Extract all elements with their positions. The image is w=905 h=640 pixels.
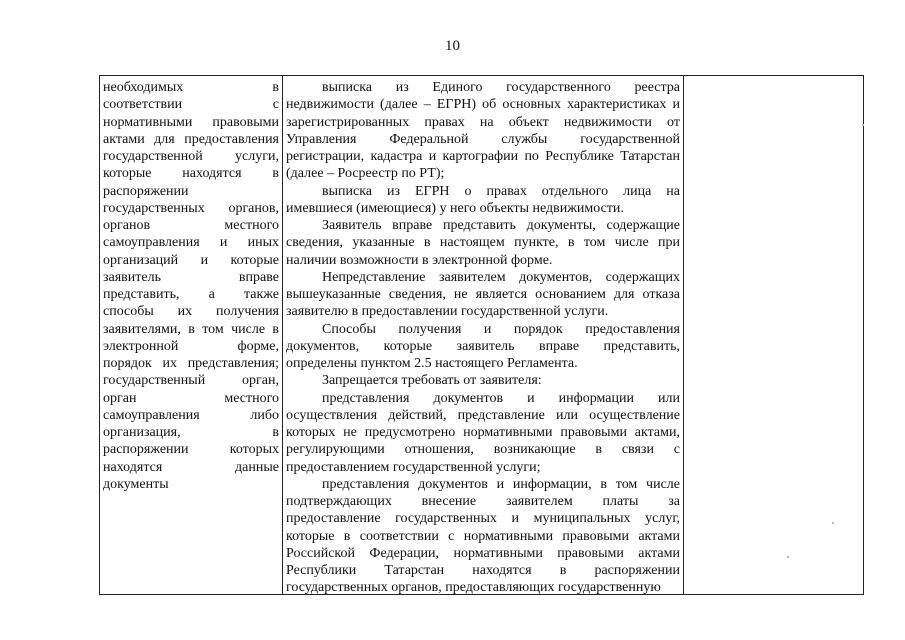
middle-column-line: недвижимости (далее – ЕГРН) об основных характеристиках и: [286, 97, 680, 113]
middle-column-line: заявителю в предоставлении государственной услуги.: [286, 304, 609, 320]
left-column-line: распоряжении: [103, 183, 189, 199]
middle-column-line: Республики Татарстан находятся в распоряжении: [286, 563, 680, 578]
middle-column-line: регулирующими отношения, возникающие в связи с: [286, 442, 680, 458]
left-column-line: порядок их представления;: [103, 356, 279, 371]
middle-column-line: документов, которые заявитель вправе представить,: [286, 338, 680, 354]
left-column-line: электронной форме,: [103, 338, 279, 354]
middle-column-line: представления документов и информации или: [322, 390, 680, 406]
scan-speck: [832, 522, 834, 524]
left-column-line: государственной услуги,: [103, 149, 279, 164]
middle-column-line: представления документов и информации, в том числе: [322, 476, 680, 492]
document-table: [99, 75, 864, 595]
middle-column-line: Российской Федерации, нормативными правовыми актами: [286, 545, 680, 561]
left-column-line: находятся данные: [103, 459, 279, 475]
left-column-line: организация, в: [103, 425, 279, 440]
middle-column: [283, 76, 684, 594]
middle-column-line: подтверждающих внесение заявителем платы за: [286, 494, 680, 509]
left-column-line: государственный орган,: [103, 373, 279, 389]
middle-column-line: Способы получения и порядок предоставления: [322, 321, 680, 337]
middle-column-line: осуществления действий, представление или осуществление: [286, 407, 680, 423]
left-column-line: государственных органов,: [103, 200, 279, 216]
middle-column-line: определены пунктом 2.5 настоящего Регламента.: [286, 356, 578, 371]
middle-column-line: предоставлением государственной услуги;: [286, 459, 541, 475]
middle-column-line: Запрещается требовать от заявителя:: [322, 373, 542, 389]
left-column-line: органов местного: [103, 218, 279, 233]
left-column-line: нормативными правовыми: [103, 114, 279, 130]
middle-column-line: выписка из ЕГРН о правах отдельного лица на: [322, 183, 680, 199]
middle-column-line: которых не предусмотрено нормативными правовыми актами,: [286, 425, 680, 440]
left-column: [100, 76, 283, 594]
middle-column-line: вышеуказанные сведения, не является основанием для отказа: [286, 287, 680, 302]
left-column-line: заявитель вправе: [103, 269, 279, 285]
middle-column-line: наличии возможности в электронной форме.: [286, 252, 553, 268]
middle-column-line: Заявитель вправе представить документы, содержащие: [322, 218, 680, 233]
left-column-line: орган местного: [103, 390, 279, 406]
left-column-line: соответствии с: [103, 97, 279, 113]
right-column: [684, 76, 862, 594]
left-column-line: заявителями, в том числе в: [103, 321, 279, 337]
left-column-line: распоряжении которых: [103, 442, 279, 458]
middle-column-line: зарегистрированных правах на объект недвижимости от: [286, 114, 680, 130]
left-column-line: представить, а также: [103, 287, 279, 302]
left-column-line: необходимых в: [103, 80, 279, 95]
middle-column-line: регистрации, кадастра и картографии по Республике Татарстан: [286, 149, 680, 164]
left-column-line: документы: [103, 476, 169, 492]
left-column-line: которые находятся в: [103, 166, 279, 182]
middle-column-line: (далее – Росреестр по РТ);: [286, 166, 445, 182]
middle-column-line: Непредставление заявителем документов, содержащих: [322, 269, 680, 285]
scan-speck: [787, 556, 789, 558]
middle-column-line: выписка из Единого государственного реестра: [322, 80, 680, 95]
scan-speck: [862, 124, 864, 126]
middle-column-line: которые в соответствии с нормативными правовыми актами: [286, 528, 680, 544]
middle-column-line: имевшиеся (имеющиеся) у него объекты недвижимости.: [286, 200, 624, 216]
left-column-line: способы их получения: [103, 304, 279, 320]
middle-column-line: предоставление государственных и муниципальных услуг,: [286, 511, 680, 527]
middle-column-line: государственных органов, предоставляющих государственную: [286, 580, 661, 594]
left-column-line: актами для предоставления: [103, 131, 279, 147]
left-column-line: самоуправления и иных: [103, 235, 279, 251]
left-column-line: организаций и которые: [103, 252, 279, 268]
middle-column-line: Управления Федеральной службы государственной: [286, 131, 680, 147]
left-column-line: самоуправления либо: [103, 407, 279, 423]
page-number: 10: [445, 38, 460, 54]
middle-column-line: сведения, указанные в настоящем пункте, в том числе при: [286, 235, 680, 251]
